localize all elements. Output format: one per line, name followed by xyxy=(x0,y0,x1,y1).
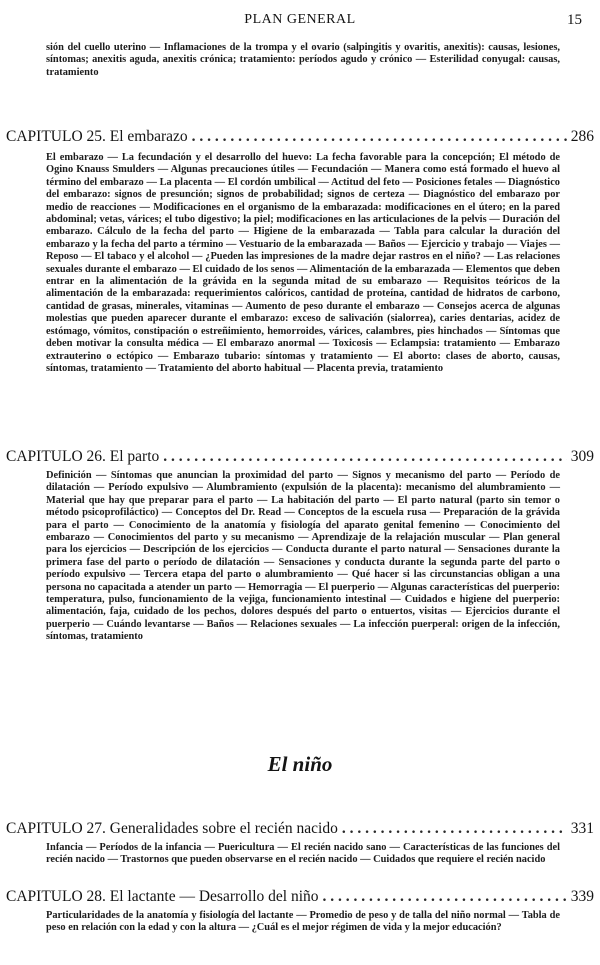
chapter-title: CAPITULO 25. El embarazo xyxy=(6,128,188,145)
dot-leader xyxy=(163,448,566,466)
page-number: 15 xyxy=(567,12,582,28)
chapter-25-heading xyxy=(6,128,594,146)
running-title: PLAN GENERAL xyxy=(244,12,356,27)
chapter-26-contents: Definición — Síntomas que anuncian la proximidad del parto — Signos y mecanismo del parto — Período de dilatación — Período expulsivo — Alumbramiento (expulsión de la placenta): mecanismo del alumbramiento — Material que hay que preparar para el parto — La habitación del parto — El parto natural (parto sin temor o método psicoprofiláctico) — Conceptos del Dr. Read — Conceptos de la escuela rusa — Preparación de la grávida para el parto — Conocimiento de la anatomía y fisiología del aparato genital femenino — Conocimiento del embarazo — Conocimientos del parto y su mecanismo — Aprendizaje de la relajación muscular — Plan general para los ejercicios — Descripción de los ejercicios — Conducta durante el parto natural — Sensaciones durante la primera fase del parto o período de dilatación — Sensaciones y conducta durante la segunda parte del parto o período expulsivo — Tercera etapa del parto o alumbramiento — Qué hacer si las circunstancias obligan a una persona no capacitada a atender un parto — Hemorragia — El puerperio — Algunas características del puerperio: temperatura, pulso, funcionamiento de la vejiga, funcionamiento intestinal — Cuidados e higiene del puerperio: alimentación, faja, cuidado de los pechos, dolores después del parto o entuertos, visitas — Ejercicios durante el puerperio — Cuándo levantarse — Baños — Relaciones sexuales — La infección puerperal: origen de la infección, síntomas, tratamiento xyxy=(46,470,560,643)
intro-paragraph: sión del cuello uterino — Inflamaciones de la trompa y el ovario (salpingitis y ovaritis, anexitis): causas, lesiones, síntomas; anexitis aguda, anexitis crónica; tratamiento: períodos agudo y crónico — Esterilidad conyugal: causas, tratamiento xyxy=(46,42,560,78)
chapter-title: CAPITULO 26. El parto xyxy=(6,448,160,465)
chapter-28-heading xyxy=(6,888,594,906)
chapter-28-contents: Particularidades de la anatomía y fisiología del lactante — Promedio de peso y de talla del niño normal — Tabla de peso en relación con la edad y con la altura — ¿Cuál es el mejor régimen de vida y la mejor educación? xyxy=(46,910,560,934)
chapter-27-contents: Infancia — Períodos de la infancia — Puericultura — El recién nacido sano — Características de las funciones del recién nacido — Trastornos que pueden observarse en el recién nacido — Cuidados que requiere el recién nacido xyxy=(46,842,560,866)
dot-leader xyxy=(342,820,567,838)
chapter-26-heading xyxy=(6,448,594,466)
chapter-25-contents: El embarazo — La fecundación y el desarrollo del huevo: La fecha favorable para la concepción; El método de Ogino Knauss Smulders — Algunas precauciones útiles — Fecundación — Manera como está formado el huevo al término del embarazo — La placenta — El cordón umbilical — Actitud del feto — Posiciones fetales — Diagnóstico del embarazo: signos de presunción; signos de probabilidad; signos de certeza — Diagnóstico del embarazo por medio de reacciones — Modificaciones en el organismo de la embarazada: modificaciones en el útero; en la pared abdominal; vetas, várices; el tubo digestivo; la piel; modificaciones en las articulaciones de la pelvis — Duración del embarazo. Cálculo de la fecha del parto — Higiene de la embarazada — Tabla para calcular la duración del embarazo y la fecha del parto a término — Vestuario de la embarazada — Baños — Ejercicio y trabajo — Viajes — Reposo — El tabaco y el alcohol — ¿Pueden las impresiones de la madre dejar rastros en el niño? — Las relaciones sexuales durante el embarazo — El cuidado de los senos — Alimentación de la embarazada — Elementos que deben entrar en la alimentación de la grávida en la segunda mitad de su embarazo — Requisitos teóricos de la alimentación de la embarazada: requerimientos calóricos, cantidad de proteína, cantidad de hidratos de carbono, cantidad de grasas, minerales, vitaminas — Aumento de peso durante el embarazo — Consejos acerca de algunas molestias que pueden aparecer durante el embarazo: exceso de salivación (sialorrea), caries dentarias, acidez de estómago, vómitos, constipación o estreñimiento, hemorroides, várices, calambres, pies hinchados — Síntomas que deben motivar la consulta médica — El embarazo anormal — Toxicosis — Eclampsia: tratamiento — Embarazo extrauterino o ectópico — Embarazo tubario: síntomas y tratamiento — El aborto: clases de aborto, causas, síntomas, tratamiento — Tratamiento del aborto habitual — Placenta previa, tratamiento xyxy=(46,152,560,374)
dot-leader xyxy=(323,888,567,906)
chapter-page-number: 286 xyxy=(570,128,594,145)
chapter-title: CAPITULO 27. Generalidades sobre el recién nacido xyxy=(6,820,338,837)
chapter-page-number: 339 xyxy=(570,888,594,905)
section-title: El niño xyxy=(267,752,333,776)
chapter-page-number: 309 xyxy=(570,448,594,465)
dot-leader xyxy=(192,128,567,146)
chapter-27-heading xyxy=(6,820,594,838)
chapter-title: CAPITULO 28. El lactante — Desarrollo del niño xyxy=(6,888,319,905)
chapter-page-number: 331 xyxy=(570,820,594,837)
